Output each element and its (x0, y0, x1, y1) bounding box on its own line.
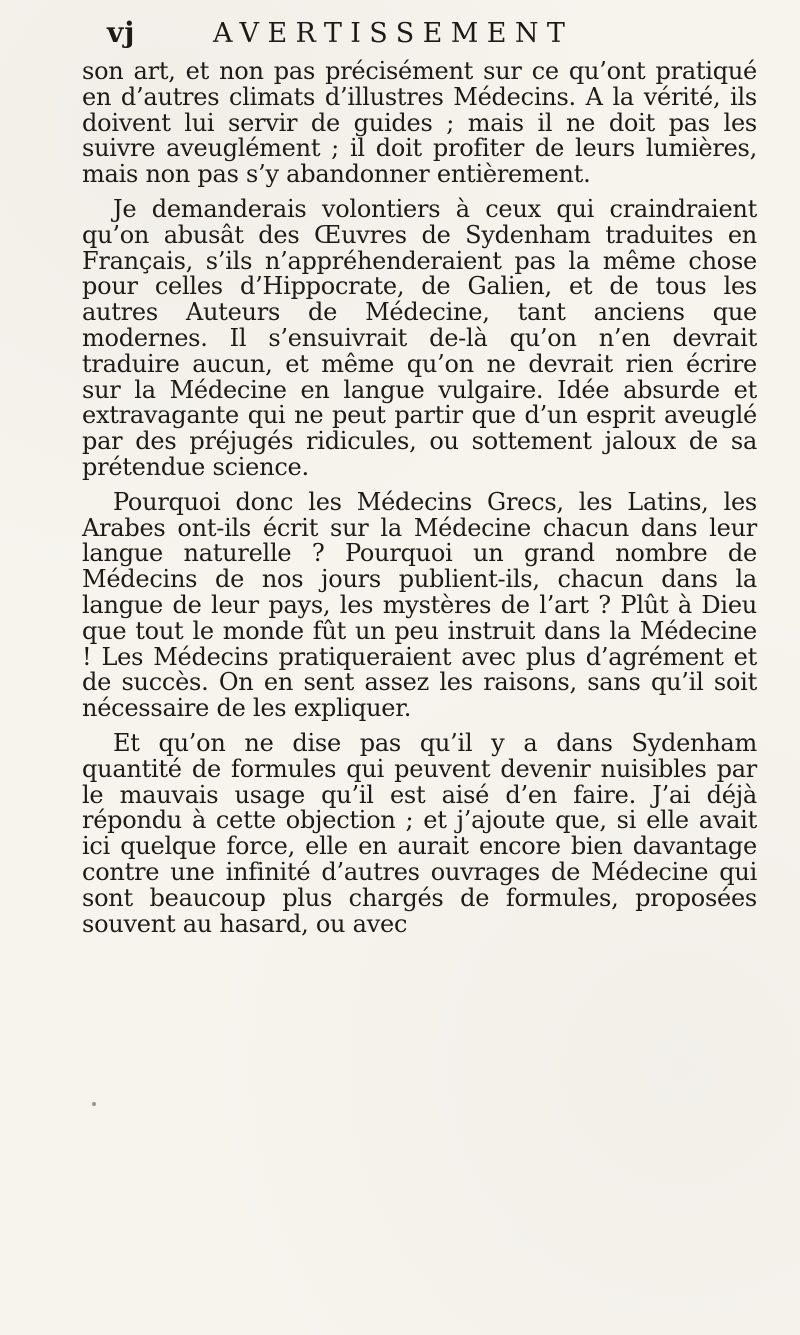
page-header-title: AVERTISSEMENT (213, 18, 574, 49)
paragraph-1: son art, et non pas précisément sur ce qu’ont pratiqué en d’autres climats d’illustres Médecins. A la vérité, ils doivent lui servir de guides ; mais il ne doit pas les suivre aveuglément ; il doit profiter de leurs lumières, mais non pas s’y abandonner entièrement. (82, 57, 757, 189)
paragraph-3: Pourquoi donc les Médecins Grecs, les Latins, les Arabes ont-ils écrit sur la Médecine chacun dans leur langue naturelle ? Pourquoi un grand nombre de Médecins de nos jours publient-ils, chacun dans la langue de leur pays, les mystères de l’art ? Plût à Dieu que tout le monde fût un peu instruit dans la Médecine ! Les Médecins pratiqueraient avec plus d’agrément et de succès. On en sent assez les raisons, sans qu’il soit nécessaire de les expliquer. (82, 487, 757, 723)
paragraph-2: Je demanderais volontiers à ceux qui craindraient qu’on abusât des Œuvres de Sydenham traduites en Français, s’ils n’appréhenderaient pas la même chose pour celles d’Hippocrate, de Galien, et de tous les autres Auteurs de Médecine, tant anciens que modernes. Il s’ensuivrait de-là qu’on n’en devrait traduire aucun, et même qu’on ne devrait rien écrire sur la Médecine en langue vulgaire. Idée absurde et extravagante qui ne peut partir que d’un esprit aveuglé par des préjugés ridicules, ou sottement jaloux de sa prétendue science. (82, 194, 757, 481)
page-number: vj (107, 16, 136, 49)
ink-spot (92, 1102, 96, 1106)
paragraph-4: Et qu’on ne dise pas qu’il y a dans Sydenham quantité de formules qui peuvent devenir nuisibles par le mauvais usage qu’il est aisé d’en faire. J’ai déjà répondu à cette objection ; et j’ajoute que, si elle avait ici quelque force, elle en aurait encore bien davantage contre une infinité d’autres ouvrages de Médecine qui sont beaucoup plus chargés de formules, proposées souvent au hasard, ou avec (82, 728, 757, 938)
body-text (82, 59, 757, 937)
running-head (107, 16, 740, 58)
